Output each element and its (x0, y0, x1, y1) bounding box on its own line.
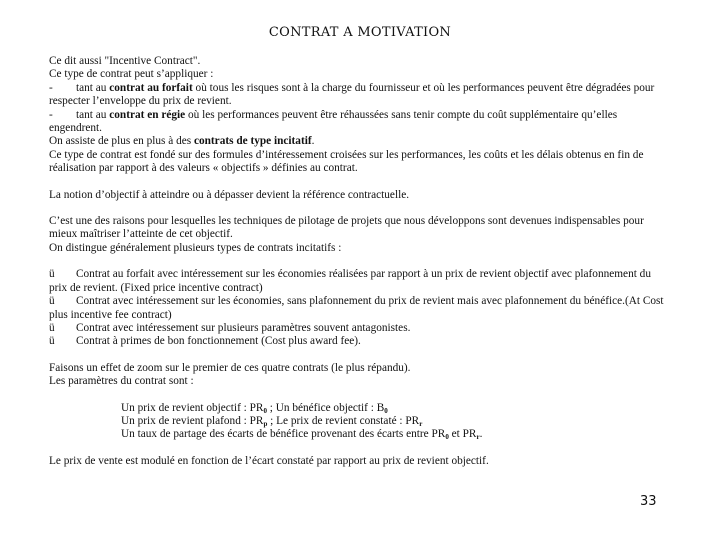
contract-type-item: ü Contrat à primes de bon fonctionnement (Cost plus award fee). (49, 335, 361, 348)
incentive-line: On assiste de plus en plus à des contrats de type incitatif. (49, 135, 315, 148)
parameter-line-sharing: Un taux de partage des écarts de bénéfice provenant des écarts entre $PR_0$ et $PR_r$. (121, 428, 483, 442)
closing-line: Le prix de vente est modulé en fonction de l’écart constaté par rapport au prix de revient objectif. (49, 454, 489, 467)
parameter-line-objective: Un prix de revient objectif : $PR_0$ ; Un bénéfice objectif : $B_0$ (121, 401, 388, 415)
distinguish-line: On distingue généralement plusieurs types de contrats incitatifs : (49, 241, 342, 254)
slide-body (49, 55, 669, 468)
reasons-line: C’est une des raisons pour lesquelles les techniques de pilotage de projets que nous développons sont devenues indispensables pour mieux maîtriser l’atteinte de cet objectif. (49, 215, 644, 241)
bold-contrat-regie: contrat en régie (109, 108, 186, 121)
dash-item-forfait: - tant au contrat au forfait où tous les risques sont à la charge du fournisseur et où les performances peuvent être dégradées pour respecter l’enveloppe du prix de revient. (49, 81, 655, 108)
check-bullet-icon: ü (49, 335, 55, 348)
check-bullet-icon: ü (49, 295, 55, 308)
page-number: 33 (640, 494, 657, 509)
contract-type-item: ü Contrat au forfait avec intéressement sur les économies réalisées par rapport à un prix de revient objectif avec plafonnement du prix de revient. (Fixed price incentive contract) (49, 268, 651, 294)
check-bullet-icon: ü (49, 321, 55, 334)
parameter-line-ceiling: Un prix de revient plafond : $PR_p$ ; Le prix de revient constaté : $PR_r$ (121, 414, 423, 428)
contract-type-item: ü Contrat avec intéressement sur plusieurs paramètres souvent antagonistes. (49, 321, 411, 334)
objective-notion-line: La notion d’objectif à atteindre ou à dépasser devient la référence contractuelle. (49, 188, 410, 201)
contract-type-item: ü Contrat avec intéressement sur les économies, sans plafonnement du prix de revient mais avec plafonnement du bénéfice.(At Cost plus incentive fee contract) (49, 295, 664, 321)
zoom-line: Faisons un effet de zoom sur le premier de ces quatre contrats (le plus répandu). (49, 361, 411, 374)
bold-contrats-incitatif: contrats de type incitatif (193, 135, 312, 148)
slide-title: CONTRAT A MOTIVATION (268, 25, 452, 40)
parameters-intro-line: Les paramètres du contrat sont : (49, 375, 194, 388)
intro-line: Ce dit aussi "Incentive Contract". (49, 55, 201, 67)
formulas-line: Ce type de contrat est fondé sur des formules d’intéressement croisées sur les performances, les coûts et les délais obtenus en fin de réalisation par rapport à des valeurs « objectifs » définies au contrat. (49, 148, 644, 175)
dash-item-regie: - tant au contrat en régie où les performances peuvent être réhaussées sans tenir compte du coût supplémentaire qu’elles engendrent. (49, 108, 618, 135)
bold-contrat-forfait: contrat au forfait (109, 81, 193, 94)
check-bullet-icon: ü (49, 268, 55, 281)
applies-line: Ce type de contrat peut s’appliquer : (49, 68, 214, 81)
